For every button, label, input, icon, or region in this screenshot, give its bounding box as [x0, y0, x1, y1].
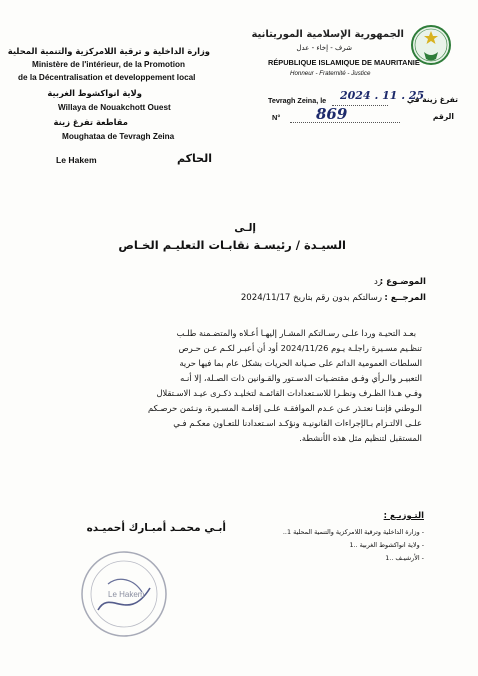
- ministry-ar: وزارة الداخلية و ترقية اللامركزية والتنمية المحلية: [7, 46, 210, 56]
- body-line-3: السلطات العمومية الدائم على صـيانة الحريات بشكل عام بما فيها حرية: [179, 358, 422, 368]
- republic-fr: RÉPUBLIQUE ISLAMIQUE DE MAURITANIE: [268, 58, 420, 67]
- ministry-fr-2: de la Décentralisation et developpement local: [18, 73, 196, 82]
- hakem-ar: الحاكم: [177, 152, 212, 165]
- distribution-item: - ولاية انواكشوط الغربية ..1: [349, 541, 424, 549]
- number-dotted-line: [290, 122, 400, 123]
- body-line-2: تنظـيم مسـيرة راجلـة يـوم 2024/11/26 أود أن أعبـر لكـم عـن حـرص: [178, 343, 422, 353]
- addressee-to: إلـى: [234, 222, 256, 234]
- wilaya-ar: ولاية انواكشوط الغربية: [47, 88, 142, 98]
- addressee-name: السيـدة / رئيسـة نقابـات التعليـم الخـاص: [118, 238, 346, 252]
- moughataa-ar: مقاطعة تفرغ زينة: [53, 117, 128, 127]
- stamp-text: Le Hakem: [108, 590, 145, 599]
- body-line-5: وفـي هـذا الظـرف ونظـرا للاسـتعدادات القائمـة لتخليـد ذكـرى عيـد الاسـتقلال: [156, 388, 422, 398]
- signatory-name: أبـي محمـد أمبـارك أحميـده: [86, 522, 226, 534]
- num-label-fr: N°: [272, 113, 281, 122]
- distribution-item: - وزارة الداخلية وترقية اللامركزية والتنمية المحلية 1..: [282, 528, 424, 536]
- body-line-7: علـى الالتـزام بـالإجراءات القانونيـة ونؤكـد اسـتعدادنا للتعـاون معكـم فـي: [173, 418, 422, 428]
- body-line-4: التعبيـر والـرأي وفـق مقتضـيات الدسـتور والقـوانين ذات الصـلة، إلا أنـه: [180, 373, 422, 383]
- reference-value: رسالتكم بدون رقم بتاريخ 2024/11/17: [240, 293, 382, 303]
- date-handwritten: 2024 . 11 . 25: [340, 89, 425, 102]
- hakem-fr: Le Hakem: [56, 155, 97, 165]
- number-handwritten: 869: [316, 105, 348, 123]
- motto-ar: شرف - إخاء - عدل: [296, 44, 352, 52]
- body-line-8: المستقبل لتنظيم مثل هذه الأنشطة.: [299, 433, 422, 443]
- motto-fr: Honneur - Fraternité - Justice: [290, 70, 371, 77]
- num-label-ar: الرقم: [432, 112, 454, 121]
- subject-label: الموضـوع :: [379, 277, 426, 287]
- republic-ar: الجمهورية الإسلامية الموريتانية: [251, 29, 404, 40]
- wilaya-fr: Willaya de Nouakchott Ouest: [58, 103, 171, 112]
- moughataa-fr: Moughataa de Tevragh Zeina: [62, 132, 175, 141]
- body-line-6: الـوطني فإننـا نعتـذر عـن عـدم الموافقـة علـى إقامـة المسـيرة، ونـثمن حرصـكم: [147, 403, 422, 413]
- place-fr: Tevragh Zeina, le: [268, 96, 327, 105]
- distribution-item: - الأرشيـف ..1: [385, 554, 424, 562]
- subject-value: رد: [374, 277, 382, 287]
- place-ar: تفرغ زينة في: [406, 95, 458, 104]
- ministry-fr-1: Ministère de l'intérieur, de la Promotion: [32, 60, 185, 69]
- body-line-1: بعـد التحيـة وردا علـى رسـالتكم المشـار إليهـا أعـلاه والمتضـمنة طلـب: [176, 328, 416, 338]
- reference-label: المرجــع :: [384, 293, 426, 303]
- distribution-label: التـوزيـع :: [383, 510, 424, 520]
